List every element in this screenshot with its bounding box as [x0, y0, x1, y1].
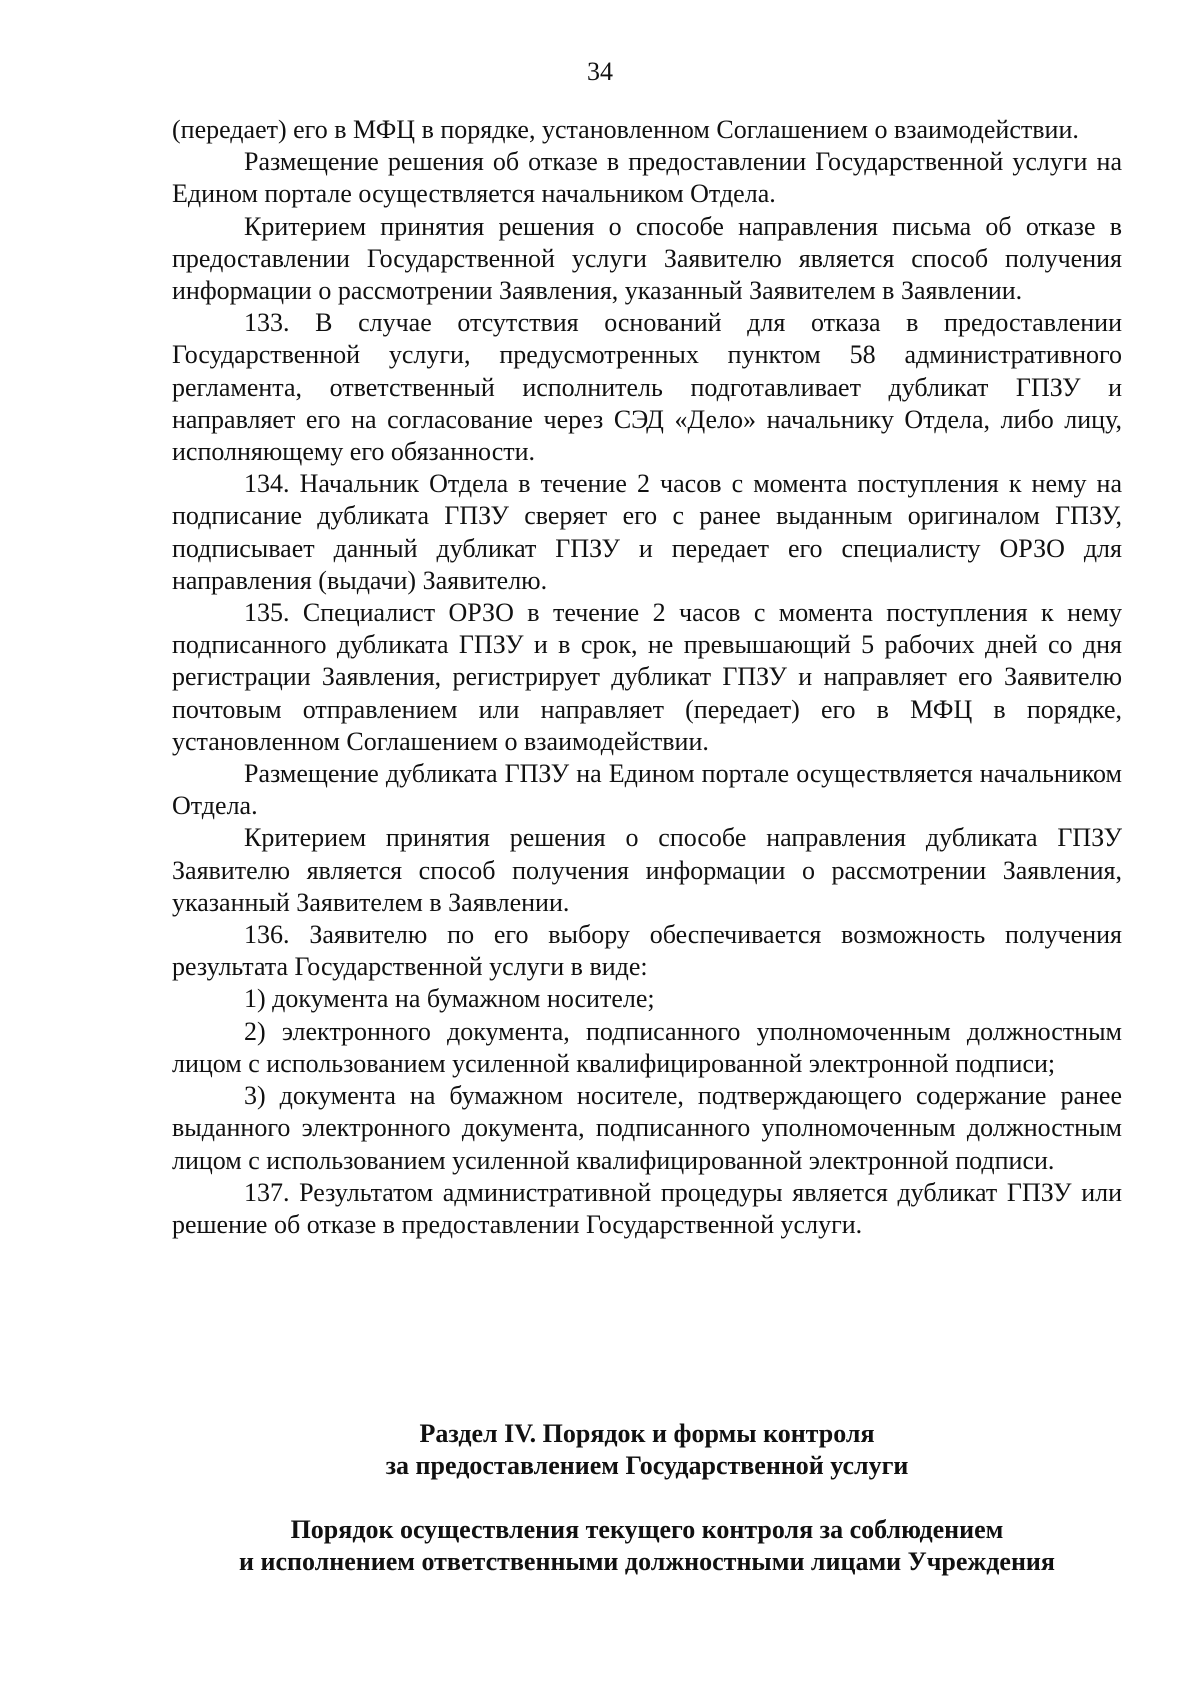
paragraph-item-135: 135. Специалист ОРЗО в течение 2 часов с момента поступления к нему подписанного дубликата ГПЗУ и в срок, не превышающий 5 рабочих дней со дня регистрации Заявления, регистрирует дубликат ГПЗУ и направляет его Заявителю почтовым отправлением или направляет (передает) его в МФЦ в порядке, установленном Соглашением о взаимодействии.	[172, 598, 1122, 756]
paragraph-duplicate-publication: Размещение дубликата ГПЗУ на Едином портале осуществляется начальником Отдела.	[172, 759, 1122, 821]
paragraph-item-137: 137. Результатом административной процедуры является дубликат ГПЗУ или решение об отказе в предоставлении Государственной услуги.	[172, 1177, 1122, 1239]
paragraph-rejection-criterion: Критерием принятия решения о способе направления письма об отказе в предоставлении Государственной услуги Заявителю является способ получения информации о рассмотрении Заявления, указанный Заявителем в Заявлении.	[172, 211, 1122, 306]
list-item-2: 2) электронного документа, подписанного уполномоченным должностным лицом с использованием усиленной квалифицированной электронной подписи;	[172, 1016, 1122, 1078]
page-number: 34	[587, 57, 613, 86]
list-item-3: 3) документа на бумажном носителе, подтверждающего содержание ранее выданного электронного документа, подписанного уполномоченным должностным лицом с использованием усиленной квалифицированной электронной подписи.	[172, 1081, 1122, 1175]
document-body	[172, 114, 1122, 1241]
headings-block	[172, 1418, 1122, 1578]
section-heading-line-1: Раздел IV. Порядок и формы контроля	[419, 1419, 875, 1448]
paragraph-continuation: (передает) его в МФЦ в порядке, установленном Соглашением о взаимодействии.	[172, 115, 1079, 144]
subsection-heading-line-1: Порядок осуществления текущего контроля за соблюдением	[290, 1515, 1004, 1544]
paragraph-rejection-publication: Размещение решения об отказе в предоставлении Государственной услуги на Едином портале осуществляется начальником Отдела.	[172, 147, 1122, 209]
paragraph-item-136: 136. Заявителю по его выбору обеспечивается возможность получения результата Государственной услуги в виде:	[172, 920, 1122, 982]
paragraph-duplicate-criterion: Критерием принятия решения о способе направления дубликата ГПЗУ Заявителю является способ получения информации о рассмотрении Заявления, указанный Заявителем в Заявлении.	[172, 823, 1122, 917]
section-heading	[172, 1418, 1122, 1482]
paragraph-item-133: 133. В случае отсутствия оснований для отказа в предоставлении Государственной услуги, предусмотренных пунктом 58 административного регламента, ответственный исполнитель подготавливает дубликат ГПЗУ и направляет его на согласование через СЭД «Дело» начальнику Отдела, либо лицу, исполняющему его обязанности.	[172, 308, 1122, 467]
subsection-heading-line-2: и исполнением ответственными должностными лицами Учреждения	[239, 1547, 1055, 1576]
subsection-heading	[172, 1514, 1122, 1578]
paragraph-item-134: 134. Начальник Отдела в течение 2 часов с момента поступления к нему на подписание дубликата ГПЗУ сверяет его с ранее выданным оригиналом ГПЗУ, подписывает данный дубликат ГПЗУ и передает его специалисту ОРЗО для направления (выдачи) Заявителю.	[172, 469, 1122, 595]
section-heading-line-2: за предоставлением Государственной услуги	[385, 1451, 909, 1480]
list-item-1: 1) документа на бумажном носителе;	[244, 984, 655, 1014]
